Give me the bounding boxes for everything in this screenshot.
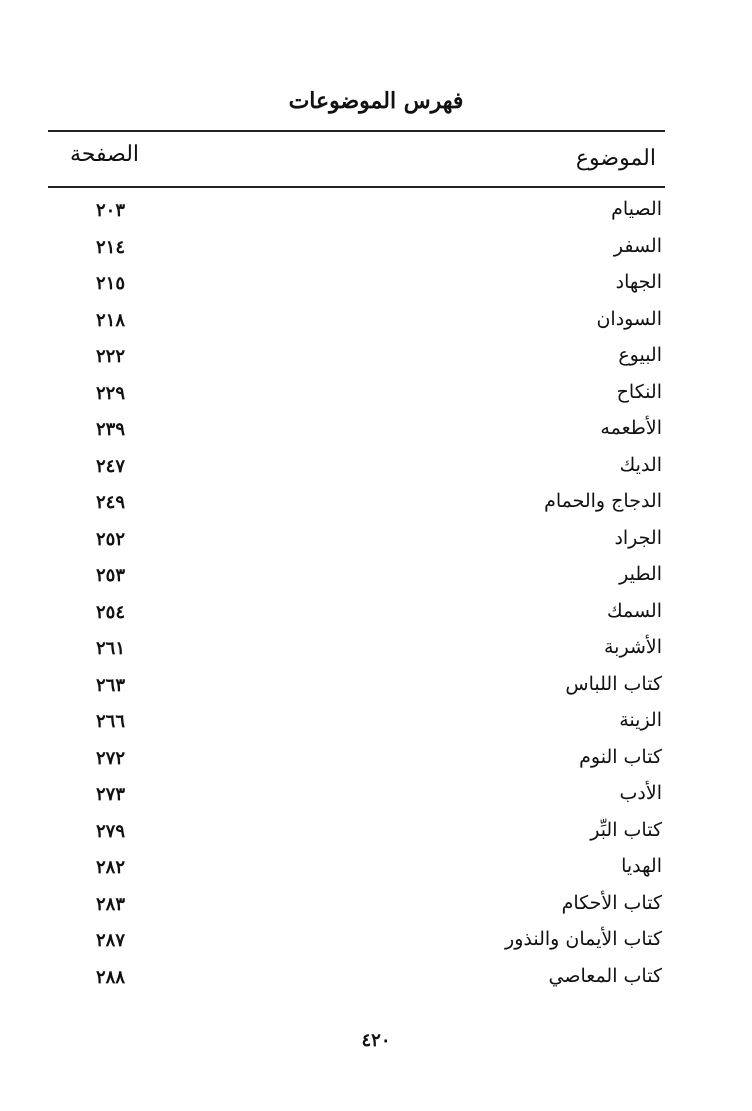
header-bottom-rule (48, 186, 665, 188)
toc-topic: الدجاج والحمام (544, 490, 662, 512)
toc-topic: الجراد (614, 526, 662, 549)
toc-topic: السودان (596, 307, 662, 330)
toc-page-number: ٢٢٩ (96, 382, 126, 404)
toc-page-number: ٢٨٧ (96, 930, 126, 951)
toc-page-number: ٢١٥ (96, 273, 126, 294)
toc-page-number: ٢١٨ (96, 309, 126, 331)
toc-topic: السمك (606, 599, 662, 622)
toc-topic: كتاب المعاصي (548, 964, 662, 987)
toc-page-number: ٢٨٣ (96, 893, 126, 915)
column-header-page: الصفحة (70, 142, 140, 167)
toc-list (48, 194, 665, 997)
toc-row (48, 742, 665, 779)
toc-topic: الهديا (621, 855, 662, 877)
toc-topic: الأشربة (604, 636, 662, 658)
toc-page-number: ٢٦٦ (96, 711, 126, 732)
toc-row (48, 450, 665, 487)
toc-row (48, 486, 665, 523)
toc-page-number: ٢٧٢ (96, 747, 126, 769)
toc-topic: كتاب الأحكام (561, 891, 662, 914)
toc-page-number: ٢٥٣ (96, 565, 126, 586)
toc-topic: الزينة (619, 709, 662, 731)
toc-topic: السفر (613, 234, 662, 257)
toc-topic: الطير (619, 563, 662, 585)
toc-topic: كتاب الأيمان والنذور (505, 928, 662, 950)
toc-row (48, 632, 665, 669)
toc-topic: كتاب البِّر (590, 818, 662, 841)
toc-row (48, 778, 665, 815)
toc-page-number: ٢٨٨ (96, 966, 126, 988)
toc-topic: الصيام (611, 198, 662, 220)
toc-row (48, 304, 665, 341)
toc-row (48, 231, 665, 268)
toc-topic: الديك (619, 453, 662, 476)
toc-page-number: ٢٨٢ (96, 857, 126, 878)
toc-page-number: ٢٦٣ (96, 674, 126, 696)
toc-topic: كتاب النوم (579, 745, 662, 768)
toc-row (48, 596, 665, 633)
toc-row (48, 559, 665, 596)
toc-topic: الجهاد (615, 271, 662, 293)
toc-row (48, 815, 665, 852)
toc-page-number: ٢١٤ (96, 236, 126, 258)
toc-page-number: ٢٧٩ (96, 820, 126, 842)
page-number: ٤٢٠ (361, 1030, 391, 1051)
toc-page-number: ٢٥٢ (96, 528, 126, 550)
toc-page-number: ٢٣٩ (96, 419, 126, 440)
toc-row (48, 669, 665, 706)
toc-page-number: ٢٥٤ (96, 601, 126, 623)
toc-topic: النكاح (616, 380, 662, 403)
toc-topic: الأطعمه (600, 417, 662, 439)
toc-row (48, 961, 665, 998)
toc-row (48, 377, 665, 414)
column-header-topic: الموضوع (575, 146, 656, 171)
toc-row (48, 413, 665, 450)
toc-topic: البيوع (618, 344, 662, 366)
toc-row (48, 924, 665, 961)
toc-page-number: ٢٧٣ (96, 784, 126, 805)
toc-row (48, 194, 665, 231)
toc-row (48, 340, 665, 377)
toc-page-number: ٢٠٣ (96, 200, 126, 221)
toc-row (48, 888, 665, 925)
toc-row (48, 851, 665, 888)
page-title: فهرس الموضوعات (288, 88, 464, 114)
toc-row (48, 705, 665, 742)
toc-page-number: ٢٤٩ (96, 492, 126, 513)
toc-page-number: ٢٢٢ (96, 346, 126, 367)
toc-topic: الأدب (619, 782, 662, 804)
header-top-rule (48, 130, 665, 132)
toc-page-number: ٢٦١ (96, 638, 126, 659)
toc-row (48, 523, 665, 560)
toc-row (48, 267, 665, 304)
toc-topic: كتاب اللباس (565, 672, 662, 695)
toc-page-number: ٢٤٧ (96, 455, 126, 477)
